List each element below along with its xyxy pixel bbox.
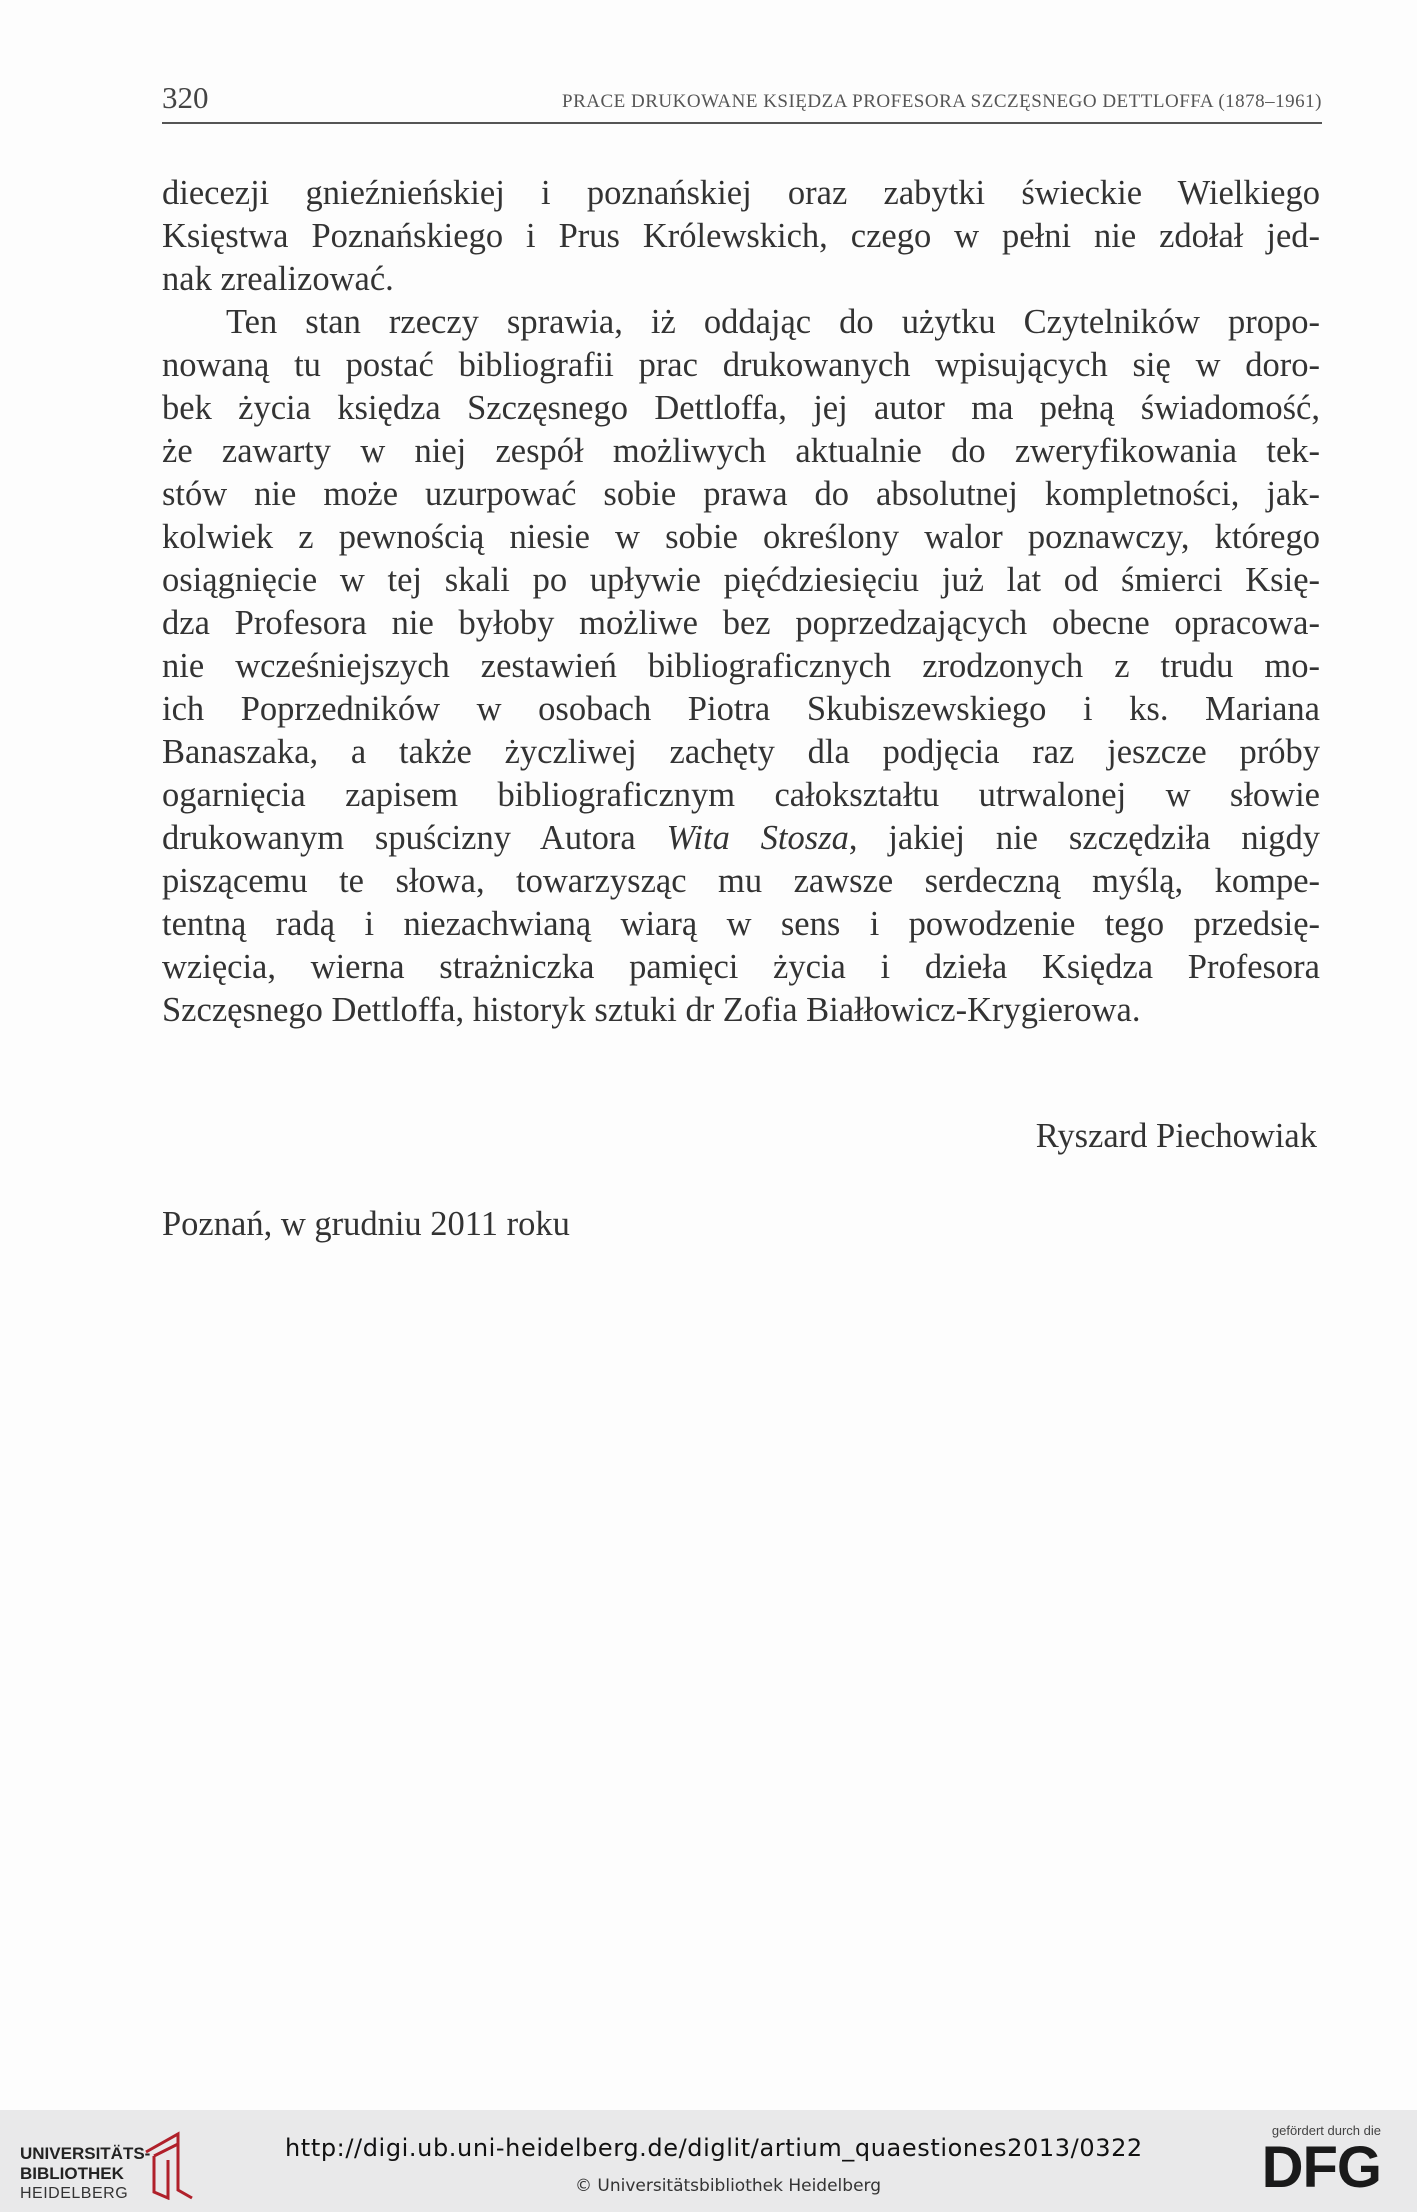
text-line: ogarnięcia zapisem bibliograficznym całokształtu utrwalonej w słowie [162,776,1320,814]
text-line: stów nie może uzurpować sobie prawa do absolutnej kompletności, jak- [162,475,1320,513]
permalink-url[interactable]: http://digi.ub.uni-heidelberg.de/diglit/artium_quaestiones2013/0322 [285,2134,1143,2162]
page-number: 320 [162,80,209,115]
text-line: diecezji gnieźnieńskiej i poznańskiej oraz zabytki świeckie Wielkiego [162,174,1320,212]
logo-line: BIBLIOTHEK [20,2164,124,2183]
text-line: że zawarty w niej zespół możliwych aktualnie do zweryfikowania tek- [162,432,1320,470]
library-logo[interactable] [20,2130,200,2200]
italic-title: Wita Stosza [666,819,849,857]
body-text [162,172,1320,1032]
text-line: piszącemu te słowa, towarzysząc mu zawsze serdeczną myślą, kompe- [162,862,1320,900]
copyright-notice: © Universitätsbibliothek Heidelberg [575,2176,882,2196]
text-line: Szczęsnego Dettloffa, historyk sztuki dr Zofia Białłowicz-Krygierowa. [162,991,1141,1029]
dfg-logo: DFG [1261,2135,1381,2200]
text-line: ich Poprzedników w osobach Piotra Skubiszewskiego i ks. Mariana [162,690,1320,728]
library-footer [0,2110,1417,2212]
text-line: dza Profesora nie byłoby możliwe bez poprzedzających obecne opracowa- [162,604,1320,642]
text-line: Ten stan rzeczy sprawia, iż oddając do użytku Czytelników propo- [226,303,1320,341]
running-title: PRACE DRUKOWANE KSIĘDZA PROFESORA SZCZĘSNEGO DETTLOFFA (1878–1961) [562,91,1322,112]
text-line: nak zrealizować. [162,260,394,298]
text-line: bek życia księdza Szczęsnego Dettloffa, jej autor ma pełną świadomość, [162,389,1320,427]
text-line: Banaszaka, a także życzliwej zachęty dla podjęcia raz jeszcze próby [162,733,1320,771]
logo-line: UNIVERSITÄTS- [20,2144,151,2163]
text-line [162,817,1320,860]
text-line: tentną radą i niezachwianą wiarą w sens i powodzenie tego przedsię- [162,905,1320,943]
text-segment: drukowanym spuścizny Autora [162,819,667,857]
page-header [162,80,1322,124]
text-line: osiągnięcie w tej skali po upływie pięćdziesięciu już lat od śmierci Księ- [162,561,1320,599]
author-signature: Ryszard Piechowiak [1035,1117,1317,1155]
text-line: nie wcześniejszych zestawień bibliograficznych zrodzonych z trudu mo- [162,647,1320,685]
text-segment: , jakiej nie szczędziła nigdy [848,819,1320,857]
logo-text [20,2144,150,2204]
text-line: kolwiek z pewnością niesie w sobie określony walor poznawczy, którego [162,518,1320,556]
text-line: Księstwa Poznańskiego i Prus Królewskich, czego w pełni nie zdołał jed- [162,217,1320,255]
dfg-caption: gefördert durch die [1271,2123,1381,2138]
text-line: nowaną tu postać bibliografii prac drukowanych wpisujących się w doro- [162,346,1320,384]
text-line: wzięcia, wierna strażniczka pamięci życia i dzieła Księdza Profesora [162,948,1320,986]
place-date: Poznań, w grudniu 2011 roku [162,1205,570,1243]
library-logo-icon [138,2130,218,2200]
logo-line: HEIDELBERG [20,2185,129,2202]
